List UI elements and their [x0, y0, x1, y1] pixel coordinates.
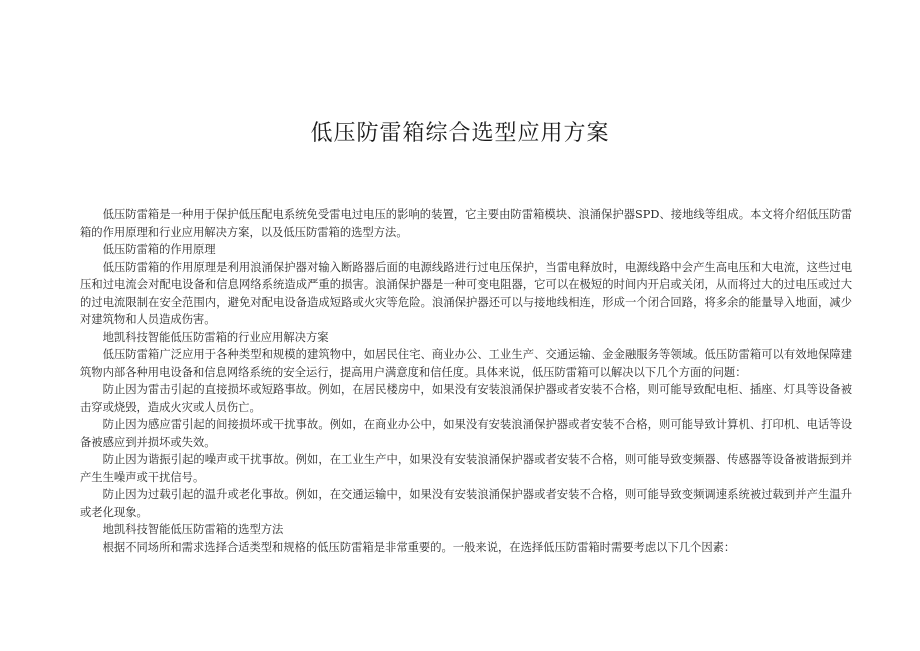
- application-item-direct-strike: 防止因为雷击引起的直接损坏或短路事故。例如，在居民楼房中，如果没有安装浪涌保护器或者安装不合格，则可能导致配电柜、插座、灯具等设备被击穿或烧毁，造成火灾或人员伤亡。: [80, 383, 852, 414]
- document-title: 低压防雷箱综合选型应用方案: [310, 121, 610, 146]
- selection-paragraph: 根据不同场所和需求选择合适类型和规格的低压防雷箱是非常重要的。一般来说，在选择低压防雷箱时需要考虑以下几个因素：: [102, 540, 736, 554]
- application-item-induced-lightning: 防止因为感应雷引起的间接损坏或干扰事故。例如，在商业办公中，如果没有安装浪涌保护器或者安装不合格，则可能导致计算机、打印机、电话等设备被感应到并损坏或失效。: [80, 418, 852, 449]
- intro-paragraph: 低压防雷箱是一种用于保护低压配电系统免受雷电过电压的影响的装置，它主要由防雷箱模块、浪涌保护器SPD、接地线等组成。本文将介绍低压防雷箱的作用原理和行业应用解决方案，以及低压防雷箱的选型方法。: [80, 208, 852, 239]
- section-heading-applications: 地凯科技智能低压防雷箱的行业应用解决方案: [102, 330, 329, 344]
- document-body: [80, 206, 852, 556]
- application-item-resonance: 防止因为谐振引起的噪声或干扰事故。例如，在工业生产中，如果没有安装浪涌保护器或者安装不合格，则可能导致变频器、传感器等设备被谐振到并产生生噪声或干扰信号。: [80, 453, 852, 484]
- principle-paragraph: 低压防雷箱的作用原理是利用浪涌保护器对输入断路器后面的电源线路进行过电压保护，当雷电释放时，电源线路中会产生高电压和大电流，这些过电压和过电流会对配电设备和信息网络系统造成严重的损害。浪涌保护器是一种可变电阻器，它可以在极短的时间内开启或关闭，从而将过大的过电压或过大的过电流限制在安全范围内，避免对配电设备造成短路或火灾等危险。浪涌保护器还可以与接地线相连，形成一个闭合回路，将多余的能量导入地面，减少对建筑物和人员造成伤害。: [80, 260, 852, 326]
- applications-paragraph: 低压防雷箱广泛应用于各种类型和规模的建筑物中，如居民住宅、商业办公、工业生产、交通运输、金金融服务等领域。低压防雷箱可以有效地保障建筑物内部各种用电设备和信息网络系统的安全运行，提高用户满意度和信任度。具体来说，低压防雷箱可以解决以下几个方面的问题：: [80, 348, 852, 379]
- section-heading-selection: 地凯科技智能低压防雷箱的选型方法: [102, 523, 284, 536]
- application-item-overload: 防止因为过载引起的温升或老化事故。例如，在交通运输中，如果没有安装浪涌保护器或者安装不合格，则可能导致变频调速系统被过载到并产生温升或老化现象。: [80, 488, 852, 519]
- section-heading-principle: 低压防雷箱的作用原理: [102, 243, 216, 256]
